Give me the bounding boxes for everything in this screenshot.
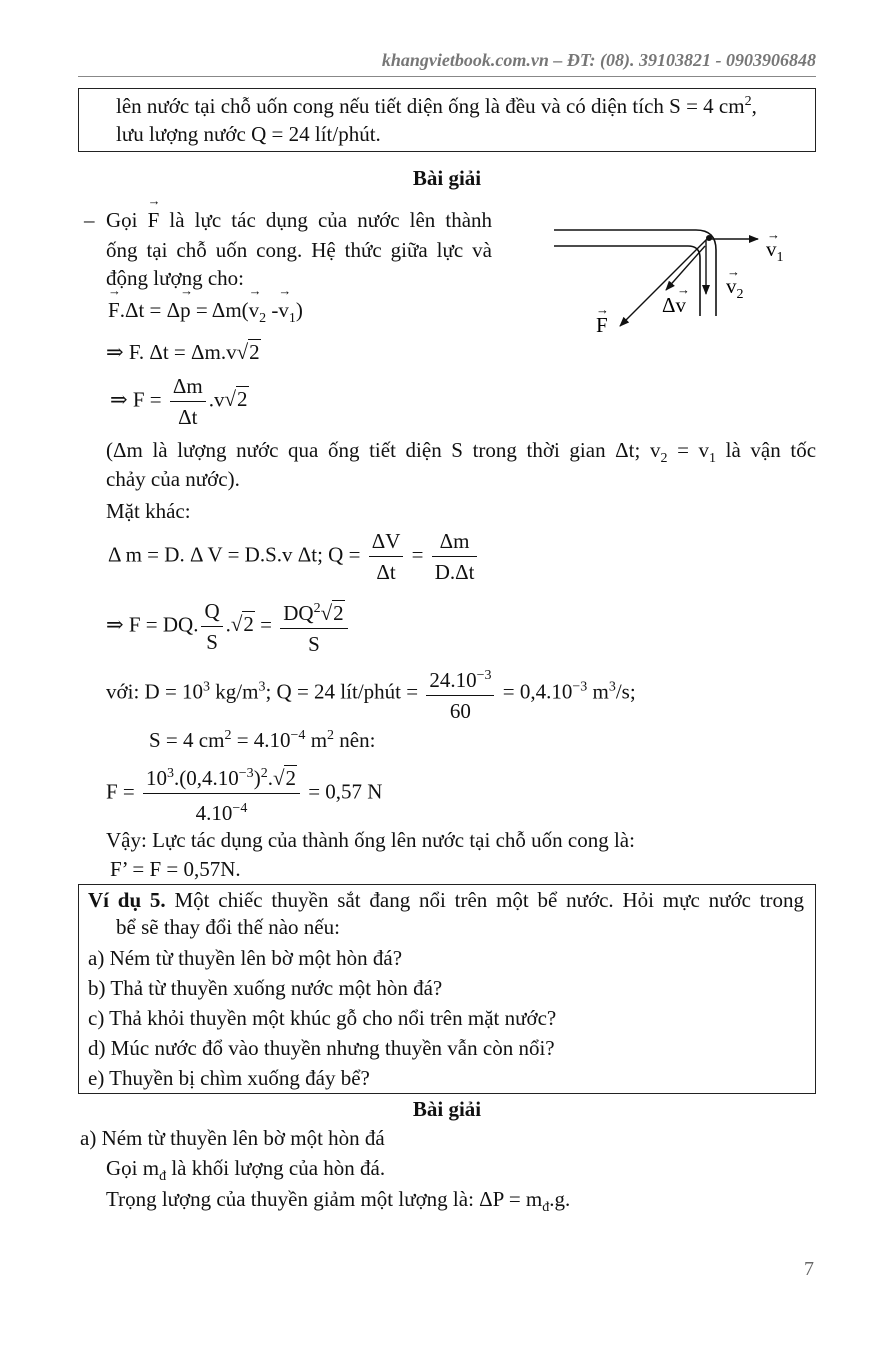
para1-line1: Gọi → F là lực tác dụng của nước lên thành (106, 208, 492, 233)
equation-1: → $F.\Delta t = \Delta\to p = \Delta m(\to v_2 -\to v_1)$ (108, 298, 303, 327)
note-line-1: (Δm là lượng nước qua ống tiết diện S trong thời gian Δt; $v_2 = v_1$ là vận tốc (106, 438, 817, 467)
conclusion: Vậy: Lực tác dụng của thành ống lên nước tại chỗ uốn cong là: (106, 828, 635, 852)
header-divider (78, 76, 816, 77)
para1-line2: ống tại chỗ uốn cong. Hệ thức giữa lực và (106, 238, 492, 262)
solution-2-line-3: Trọng lượng của thuyền giảm một lượng là: $\Delta P = m_đ.g$. (106, 1187, 571, 1216)
solution-2-line-2: Gọi $m_đ$ là khối lượng của hòn đá. (106, 1156, 386, 1185)
equation-7: S = 4 $cm^2 = 4.10^{-4}$ $m^2$ nên: (149, 728, 376, 752)
example-5-line-1: Ví dụ 5. Một chiếc thuyền sắt đang nổi trên một bể nước. Hỏi mực nước trong (88, 888, 805, 912)
equation-6: với: $D = 10^3$ $kg/m^3$; Q = 24 lít/phút = $\frac{24.10^{-3}}{60}$ = $0,4.10^{-3}$ $m^3/s$; (106, 662, 636, 725)
page-header: khangvietbook.com.vn – ĐT: (08). 39103821 - 0903906848 (381, 50, 816, 70)
equation-2: ⇒ F. Δt = Δm.v√2 (106, 340, 260, 364)
note-line-2: chảy của nước). (106, 467, 240, 491)
equation-4: Δ m = D. Δ V = D.S.v Δt; Q = $\frac{\Delta V}{\Delta t}$ = $\frac{\Delta m}{D.\Delta t}$ (108, 527, 480, 586)
mat-khac: Mặt khác: (106, 499, 191, 523)
final-answer: F’ = F = 0,57N. (110, 857, 241, 881)
delta-v-label: Δv (662, 293, 687, 317)
example-5-item-d: d) Múc nước đổ vào thuyền nhưng thuyền vẫn còn nổi? (88, 1036, 555, 1060)
svg-text:→: → (727, 264, 740, 279)
example-5-line-2: bể sẽ thay đổi thế nào nếu: (116, 915, 340, 939)
solution-title: Bài giải (412, 166, 482, 190)
problem-line-1: lên nước tại chỗ uốn cong nếu tiết diện ống là đều và có diện tích S = 4 $cm^2$, (116, 94, 757, 118)
svg-text:→: → (596, 302, 609, 317)
v2-label: $v_2$ (726, 274, 744, 302)
problem-line-2: lưu lượng nước Q = 24 lít/phút. (116, 122, 381, 146)
page-number: 7 (804, 1258, 814, 1280)
force-label: F (596, 313, 608, 337)
pipe-bend-diagram (548, 216, 798, 340)
equation-3: ⇒ F = $\frac{\Delta m}{\Delta t}$ .v√2 (110, 374, 248, 429)
pipe-walls (554, 230, 716, 316)
bend-point (706, 235, 712, 241)
example-5-item-b: b) Thả từ thuyền xuống nước một hòn đá? (88, 976, 443, 1000)
dash: – (84, 208, 95, 232)
v1-label: $v_1$ (766, 237, 784, 265)
equation-5: ⇒ F = DQ. $\frac{Q}{S}$ .√2 = $\frac{DQ^2√2}{S}$ (106, 595, 351, 658)
solution-2-a: a) Ném từ thuyền lên bờ một hòn đá (80, 1126, 385, 1150)
solution-2-title: Bài giải (412, 1097, 482, 1121)
equation-8: F = $\frac{10^3.(0,4.10^{-3})^2.√2}{4.10^{-4}}$ = 0,57 N (106, 760, 382, 827)
para1-line3: động lượng cho: (106, 266, 244, 290)
force-vector-symbol: → F (148, 208, 160, 233)
example-5-item-e: e) Thuyền bị chìm xuống đáy bể? (88, 1066, 370, 1090)
svg-text:→: → (767, 227, 780, 242)
example-5-item-a: a) Ném từ thuyền lên bờ một hòn đá? (88, 946, 403, 970)
svg-text:→: → (677, 282, 690, 297)
example-5-item-c: c) Thả khỏi thuyền một khúc gỗ cho nổi trên mặt nước? (88, 1006, 557, 1030)
